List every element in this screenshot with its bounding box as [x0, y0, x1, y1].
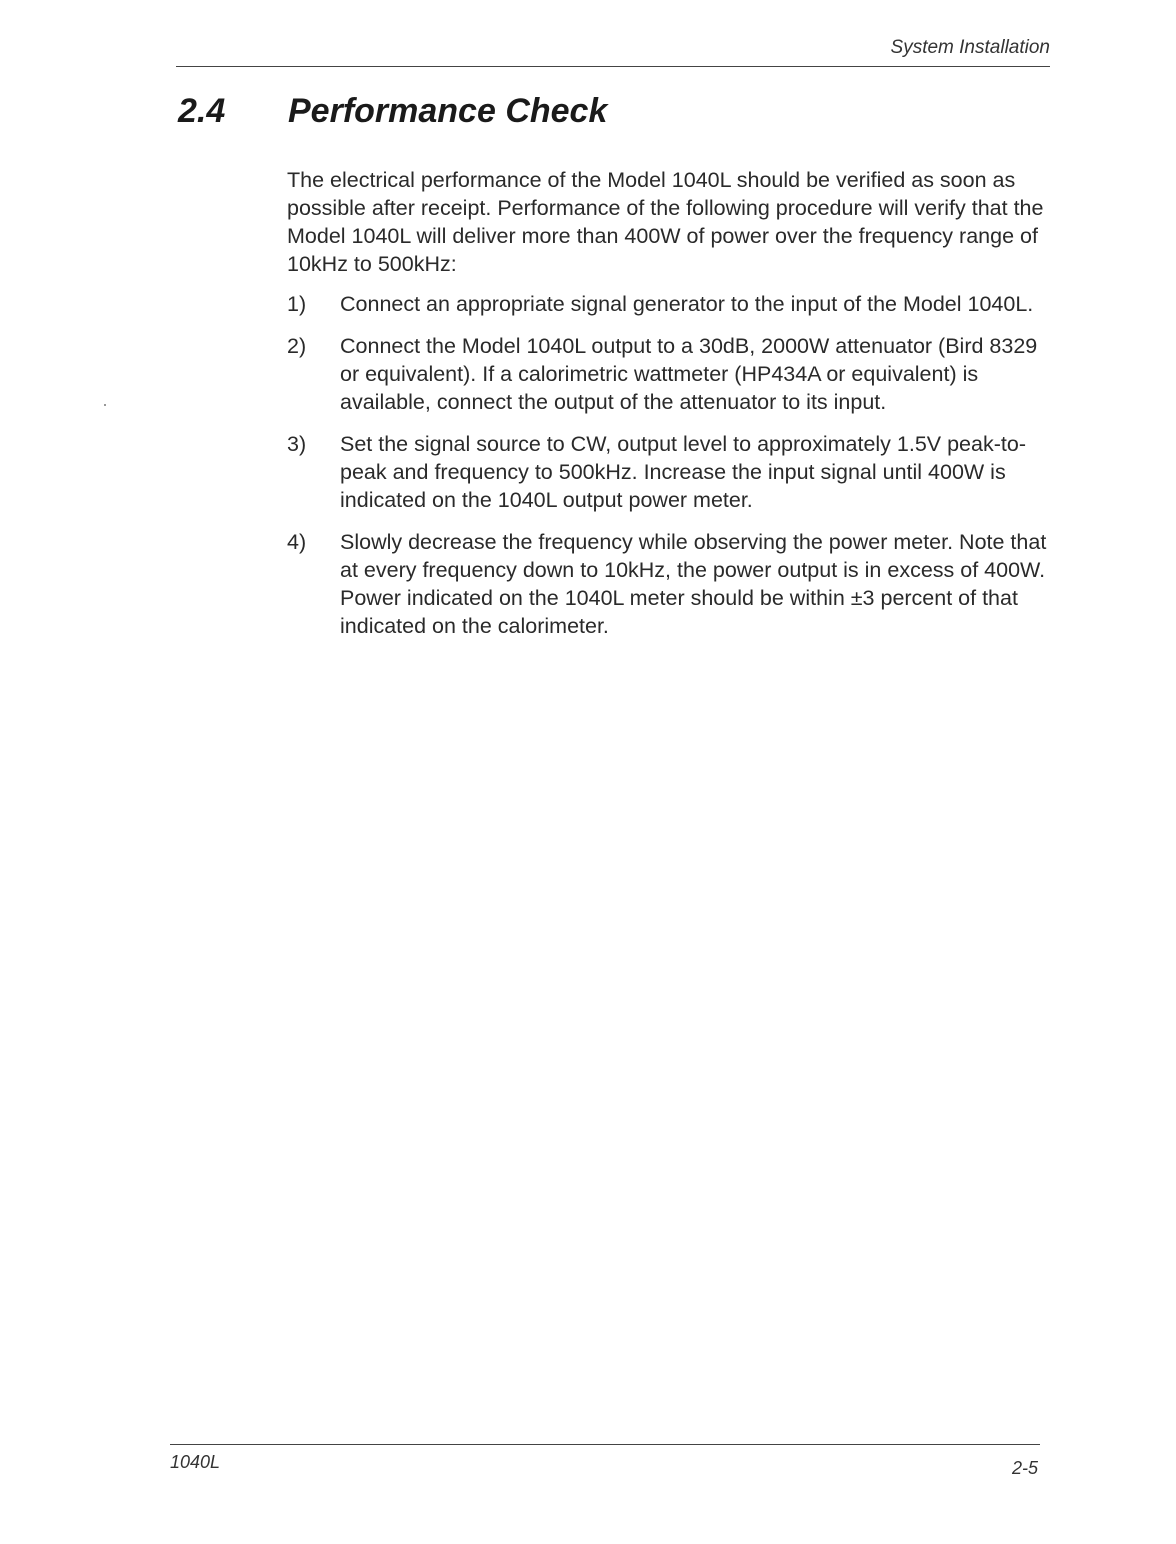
step-text: Set the signal source to CW, output level to approximately 1.5V peak-to-peak and frequency to 500kHz. Increase the input signal until 400W is indicated on the 1040L output power meter.: [340, 432, 1026, 512]
footer-model: 1040L: [170, 1452, 221, 1472]
body-text: [287, 166, 1049, 654]
scan-speck: [104, 404, 106, 406]
procedure-step: [287, 528, 1049, 640]
step-number: 4): [287, 530, 307, 554]
procedure-step: [287, 332, 1049, 416]
section-number: 2.4: [178, 92, 226, 130]
step-text: Connect the Model 1040L output to a 30dB, 2000W attenuator (Bird 8329 or equivalent). If a calorimetric wattmeter (HP434A or equivalent) is available, connect the output of the attenuator to its input.: [340, 334, 1038, 414]
step-text: Connect an appropriate signal generator to the input of the Model 1040L.: [340, 292, 1034, 316]
section-title: Performance Check: [288, 92, 608, 130]
footer-rule: [170, 1444, 1040, 1445]
step-number: 2): [287, 334, 307, 358]
procedure-steps: [287, 290, 1049, 640]
procedure-step: [287, 290, 1049, 318]
step-text: Slowly decrease the frequency while observing the power meter. Note that at every frequency down to 10kHz, the power output is in excess of 400W. Power indicated on the 1040L meter should be within ±3 percent of that indicated on the calorimeter.: [340, 530, 1047, 638]
step-number: 1): [287, 292, 307, 316]
footer-page-number: 2-5: [1011, 1458, 1038, 1478]
header-rule: [176, 66, 1050, 67]
running-header: System Installation: [890, 37, 1050, 58]
procedure-step: [287, 430, 1049, 514]
step-number: 3): [287, 432, 307, 456]
intro-paragraph: The electrical performance of the Model 1040L should be verified as soon as possible after receipt. Performance of the following procedure will verify that the Model 1040L will deliver more than 400W of power over the frequency range of 10kHz to 500kHz:: [287, 168, 1044, 276]
